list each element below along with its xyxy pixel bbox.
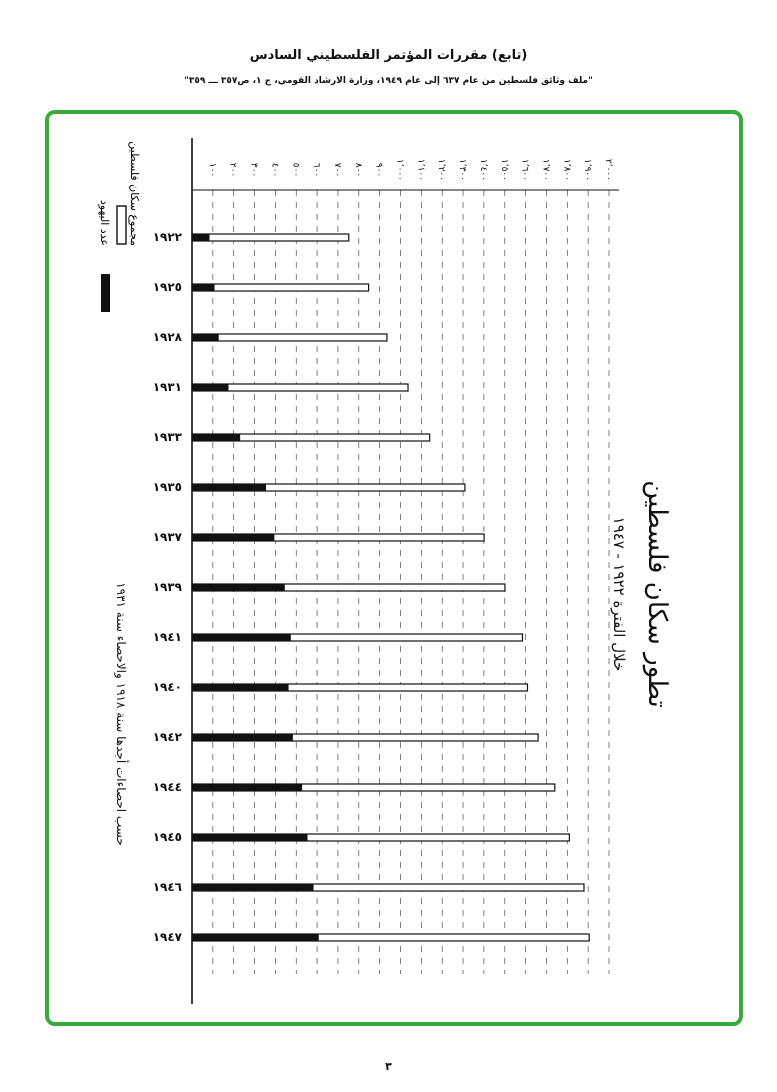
bar-total [192,284,369,291]
bar-jewish [192,734,293,741]
page-title: (تابع) مقررات المؤتمر الفلسطيني السادس [249,48,528,63]
bar-jewish [192,234,210,241]
population-chart [49,114,739,1022]
value-tick-label: ١٬٣٠٠ [457,158,468,182]
year-label: ١٩٢٨ [152,330,182,344]
year-label: ١٩٤٧ [152,930,182,944]
year-label: ١٩٢٢ [152,230,182,244]
value-tick-label: ١٬٥٠٠ [498,158,509,182]
year-label: ١٩٣٧ [152,530,182,544]
legend-label-total: مجموع سكان فلسطين [128,141,141,246]
value-tick-label: ٩٠٠ [373,162,384,178]
bar-jewish [192,934,319,941]
year-label: ١٩٣٣ [152,430,182,444]
bar-jewish [192,534,274,541]
page-number: ٣ [385,1060,392,1073]
value-tick-label: ١٬١٠٠ [415,158,426,182]
value-tick-label: ١٬٩٠٠ [582,158,593,182]
year-label: ١٩٤٥ [152,830,182,844]
bar-jewish [192,634,291,641]
chart-frame [45,110,743,1026]
bar-jewish [192,484,266,491]
chart-subtitle: خلال الفترة ١٩٢٢ - ١٩٤٧ [610,516,628,672]
bar-total [192,334,387,341]
value-tick-label: ٣٠٠ [248,162,259,178]
year-label: ١٩٤٠ [152,680,182,694]
year-label: ١٩٢٥ [152,280,182,294]
value-tick-label: ٨٠٠ [352,162,363,178]
value-tick-label: ١٬٤٠٠ [477,158,488,182]
value-tick-label: ٦٠٠ [311,162,322,178]
value-tick-label: ١٬٨٠٠ [561,158,572,182]
value-tick-label: ١٬٦٠٠ [519,158,530,182]
chart-note: حسب احصاءات أجدها سنة ١٩١٨ والاحصاء سنة ١٩٣١ [114,582,128,846]
bar-total [192,234,349,241]
bars [192,234,589,941]
year-label: ١٩٣٥ [152,480,182,494]
year-label: ١٩٤٢ [152,730,182,744]
bar-jewish [192,584,285,591]
year-label: ١٩٣١ [152,380,182,394]
bar-jewish [192,784,302,791]
legend-label-jewish: عدد اليهود [98,199,111,246]
axes [192,138,619,1004]
value-tick-label: ١٠٠ [206,162,217,178]
year-label: ١٩٤٦ [152,880,182,894]
value-tick-label: ١٬٠٠٠ [394,158,405,182]
grid-lines [213,190,609,974]
bar-jewish [192,884,314,891]
value-tick-label: ١٬٧٠٠ [540,158,551,182]
value-tick-label: ٢٬٠٠٠ [603,158,613,182]
chart-title: تطور سكان فلسطين [642,480,672,708]
year-label: ١٩٤٤ [152,780,182,794]
legend-swatch-jewish [101,274,110,312]
legend-swatch-total [117,206,126,244]
value-tick-label: ٤٠٠ [269,162,280,178]
bar-jewish [192,434,240,441]
value-tick-label: ٧٠٠ [331,162,342,178]
year-labels [153,230,183,944]
year-label: ١٩٤١ [152,630,182,644]
bar-jewish [192,334,219,341]
bar-jewish [192,834,308,841]
value-tick-label: ٢٠٠ [227,162,238,178]
bar-jewish [192,284,215,291]
value-tick-label: ١٬٢٠٠ [436,158,447,182]
year-label: ١٩٣٩ [152,580,182,594]
value-tick-label: ٥٠٠ [290,162,301,178]
bar-jewish [192,384,228,391]
legend [98,141,141,312]
source-citation: "ملف وثائق فلسطين من عام ٦٣٧ إلى عام ١٩٤٩، وزارة الارشاد القومي، ج ١، ص٣٥٧ ـــ ٣٥٩" [184,76,593,86]
bar-jewish [192,684,289,691]
